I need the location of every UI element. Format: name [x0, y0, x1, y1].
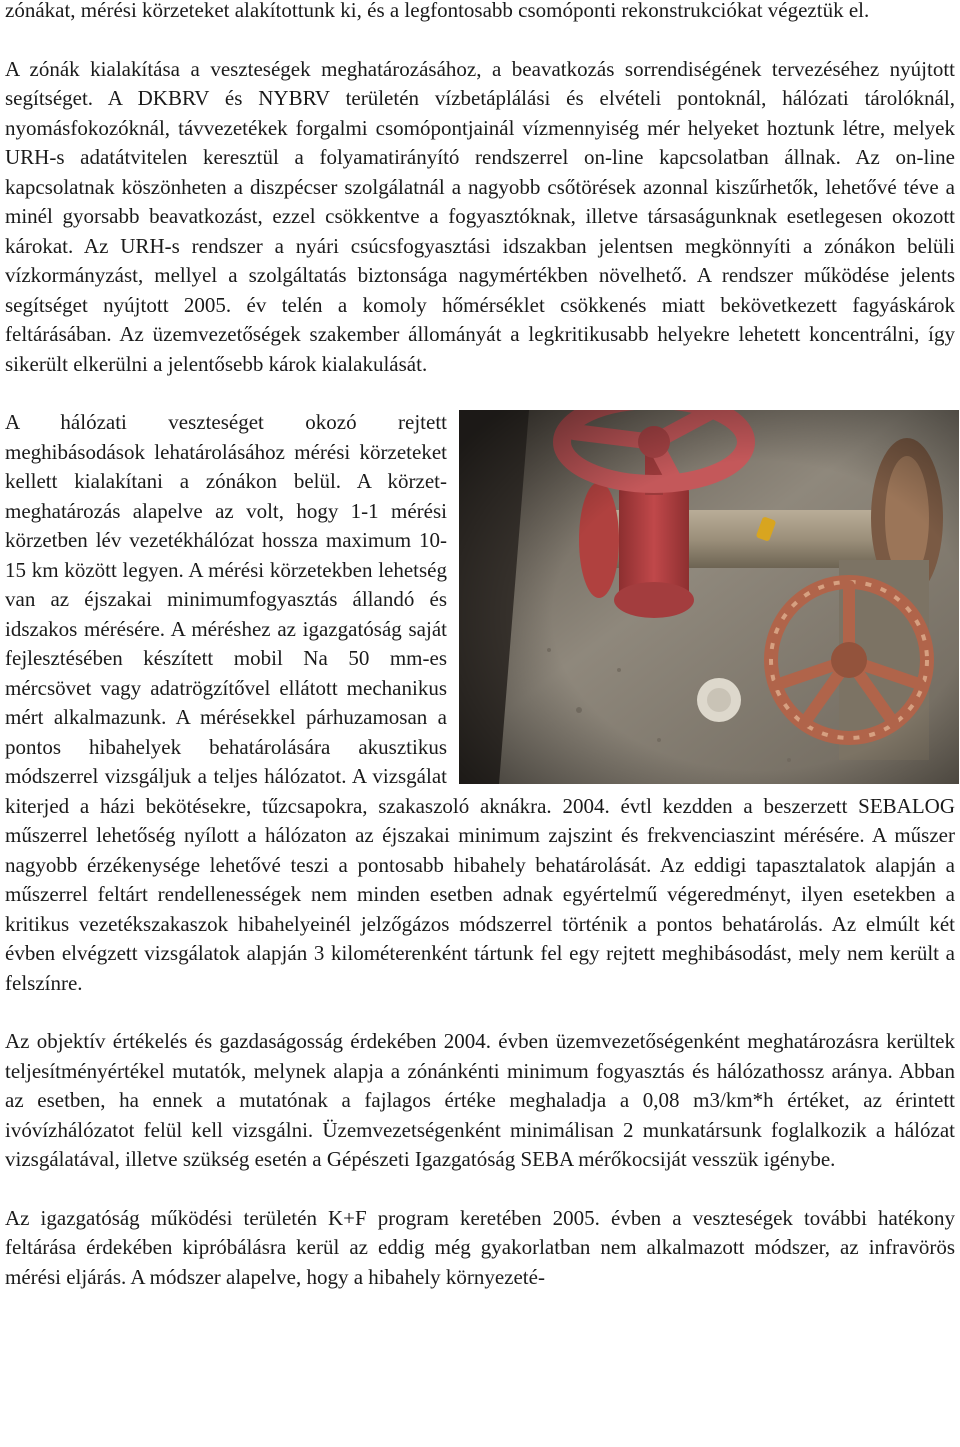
paragraph-5: Az igazgatóság működési területén K+F program keretében 2005. évben a veszteségek további hatékony feltárása érdekében kipróbálásra kerül az eddig még gyakorlatban nem alkalmazott módszer, az infravörös mérési eljárás. A módszer alapelve, hogy a hibahely környezeté- — [5, 1205, 955, 1289]
paragraph-spacer — [5, 1175, 955, 1204]
paragraph-2: A zónák kialakítása a veszteségek meghatározásához, a beavatkozás sorrendiségének tervezéséhez nyújtott segítséget. A DKBRV és NYBRV területén vízbetáplálási és elvételi pontoknál, hálózati tárolóknál, nyomásfokozóknál, távvezetékek forgalmi csomópontjainál vízmennyiség mér helyeket hoztunk létre, melyek URH-s adatátvitelen keresztül a folyamatirányító rendszerrel on-line kapcsolatban állnak. Az on-line kapcsolatnak köszönheten a diszpécser szolgálatnál a nagyobb csőtörések azonnal kiszűrhetők, lehetővé téve a minél gyorsabb beavatkozást, ezzel csökkentve a fogyasztóknak, illetve társaságunknak esetlegesen okozott károkat. Az URH-s rendszer a nyári csúcsfogyasztási idszakban jelentsen megkönnyíti a zónákon belüli vízkormányzást, mellyel a szolgáltatás biztonsága nagymértékben növelhető. A rendszer működése jelents segítséget nyújtott 2005. év telén a komoly hőmérséklet csökkenés miatt bekövetkezett fagyáskárok feltárásában. Az üzemvezetőségek szakember állományát a legkritikusabb helyekre lehetett koncentrálni, így sikerült elkerülni a jelentősebb károk kialakulását. — [5, 56, 955, 376]
paragraph-1: zónákat, mérési körzeteket alakítottunk ki, és a legfontosabb csomóponti rekonstrukciókat végeztük el. — [5, 0, 870, 22]
paragraph-spacer — [5, 998, 955, 1027]
paragraph-spacer — [5, 379, 955, 408]
valve-photo-icon — [459, 410, 959, 784]
paragraph-spacer — [5, 26, 955, 55]
paragraph-3: A hálózati veszteséget okozó rejtett meghibásodások lehatárolásához mérési körzeteket kellett kialakítani a zónákon belül. A körzet-meghatározás alapelve az volt, hogy 1-1 mérési körzetben lév vezetékhálózat hossza maximum 10-15 km között legyen. A mérési körzetekben lehetség van az éjszakai minimumfogyasztás állandó és idszakos mérésére. A méréshez az igazgatóság saját fejlesztésében készített mobil Na 50 mm-es mércsövet vagy adatrögzítővel ellátott mechanikus mért alkalmazunk. A mérésekkel párhuzamosan a pontos hibahelyek behatárolására akusztikus módszerrel vizsgáljuk a teljes hálózatot. A vizsgálat kiterjed a házi bekötésekre, tűzcsapokra, szakaszoló aknákra. 2004. évtl kezdden a beszerzett SEBALOG műszerrel lehetőség nyílott a hálózaton az éjszakai minimum zajszint és frekvenciaszint mérésére. A műszer nagyobb érzékenysége lehetővé teszi a pontosabb hibahely behatárolását. Az eddigi tapasztalatok alapján a műszerrel feltárt rendellenességek nem minden esetben adnak egyértelmű végeredményt, ilyen esetekben a kritikus vezetékszakaszok hibahelyeinél jelzőgázos módszerrel történik a pontos behatárolás. Az elmúlt két évben elvégzett vizsgálatok alapján 3 kilométerenként tártunk fel egy rejtett meghibásodást, mely nem került a felszínre. — [5, 410, 955, 995]
paragraph-4: Az objektív értékelés és gazdaságosság érdekében 2004. évben üzemvezetőségenként meghatározásra kerültek teljesítményértékel mutatók, melynek alapja a zónánkénti minimum fogyasztás és hálózathossz aránya. Abban az esetben, ha ennek a mutatónak a fajlagos értéke meghaladja a 0,08 m3/km*h értéket, az érintett ivóvízhálózatot felül kell vizsgálni. Üzemvezetségenként minimálisan 2 munkatársunk foglalkozik a hálózat vizsgálatával, illetve szükség esetén a Gépészeti Igazgatóság SEBA mérőkocsiját vesszük igénybe. — [5, 1029, 955, 1171]
document-page — [5, 0, 955, 1292]
valve-photo — [459, 410, 959, 784]
